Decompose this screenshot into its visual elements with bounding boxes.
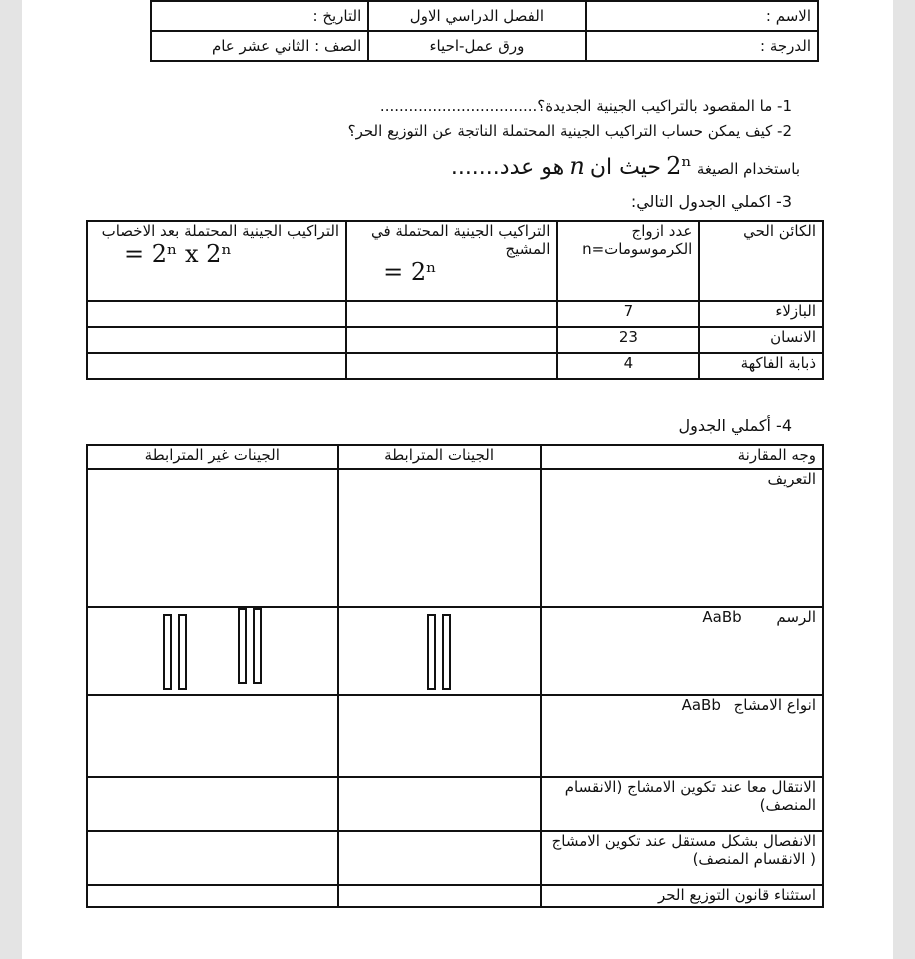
semester-label: الفصل الدراسي الاول [368,1,585,31]
chromosome-bar [178,614,187,690]
formula-variable: n [569,152,585,180]
question-3: 3- اكملي الجدول التالي: [630,192,792,211]
header-organism: الكائن الحي [699,221,823,301]
gamete-formula: = 2ⁿ [383,258,437,286]
answer-cell[interactable] [338,831,541,885]
answer-cell[interactable] [338,695,541,777]
header-table [150,0,819,62]
answer-cell[interactable] [87,831,338,885]
answer-cell[interactable] [87,885,338,907]
chromosome-table [86,220,824,380]
row-gametes-label: انواع الامشاج [733,696,816,714]
row-separate: الانفصال بشكل مستقل عند تكوين الامشاج ( الانقسام المنصف) [541,831,823,885]
linked-drawing [338,607,541,695]
question-1: 1- ما المقصود بالتراكيب الجينية الجديدة؟................................. [379,97,792,115]
unlinked-drawing [87,607,338,695]
answer-cell[interactable] [87,327,346,353]
chromosome-pair-unlinked-1 [235,608,265,688]
chromosome-pair-linked [424,608,454,694]
header-pairs: عدد ازواج الكرموسومات=n [557,221,699,301]
row-definition: التعريف [541,469,823,607]
answer-cell[interactable] [87,301,346,327]
row-organism-pea: البازلاء [699,301,823,327]
table-row [87,607,823,695]
worksheet-label: ورق عمل-احياء [368,31,585,61]
question-2: 2- كيف يمكن حساب التراكيب الجينية المحتملة الناتجة عن التوزيع الحر؟ [347,122,792,140]
chromosome-bar [427,614,436,690]
date-label: التاريخ : [151,1,368,31]
formula-prefix: باستخدام الصيغة [696,160,800,178]
formula-suffix: هو عدد....... [450,155,565,180]
row-organism-human: الانسان [699,327,823,353]
comparison-table [86,444,824,908]
table-row [87,353,823,379]
gametes-genotype: AaBb [681,696,721,714]
row-pairs-human: 23 [557,327,699,353]
answer-cell[interactable] [346,353,557,379]
formula-line [451,152,800,180]
answer-cell[interactable] [338,885,541,907]
table-row [87,885,823,907]
table-row [87,695,823,777]
formula-mid: حيث ان [589,155,661,180]
formula-expression: 2ⁿ [666,152,692,180]
row-pairs-pea: 7 [557,301,699,327]
chromosome-pair-unlinked-2 [160,608,190,694]
answer-cell[interactable] [338,777,541,831]
chromosome-bar [253,608,262,684]
header-gamete [346,221,557,301]
table-row [87,469,823,607]
header-aspect: وجه المقارنة [541,445,823,469]
table-row [87,777,823,831]
answer-cell[interactable] [338,469,541,607]
row-organism-fruitfly: ذبابة الفاكهة [699,353,823,379]
question-4: 4- أكملي الجدول [678,416,792,435]
answer-cell[interactable] [87,469,338,607]
answer-cell[interactable] [346,327,557,353]
table-row [87,327,823,353]
name-label: الاسم : [586,1,818,31]
row-pairs-fruitfly: 4 [557,353,699,379]
fertilization-formula: = 2ⁿ x 2ⁿ [124,240,232,268]
header-fertilization-text: التراكيب الجينية المحتملة بعد الاخصاب [101,222,340,240]
answer-cell[interactable] [346,301,557,327]
header-unlinked: الجينات غير المترابطة [87,445,338,469]
table-row [87,831,823,885]
row-drawing-label: الرسم [776,608,816,626]
chromosome-bar [442,614,451,690]
chromosome-bar [238,608,247,684]
row-together: الانتقال معا عند تكوين الامشاج (الانقسام المنصف) [541,777,823,831]
table-row [87,301,823,327]
answer-cell[interactable] [87,695,338,777]
answer-cell[interactable] [87,353,346,379]
drawing-genotype: AaBb [702,608,742,626]
header-gamete-text: التراكيب الجينية المحتملة في المشيج [370,222,551,258]
row-gametes [541,695,823,777]
row-exception: استثناء قانون التوزيع الحر [541,885,823,907]
class-label: الصف : الثاني عشر عام [151,31,368,61]
answer-cell[interactable] [87,777,338,831]
grade-label: الدرجة : [586,31,818,61]
header-fertilization [87,221,346,301]
row-drawing [541,607,823,695]
chromosome-bar [163,614,172,690]
header-linked: الجينات المترابطة [338,445,541,469]
